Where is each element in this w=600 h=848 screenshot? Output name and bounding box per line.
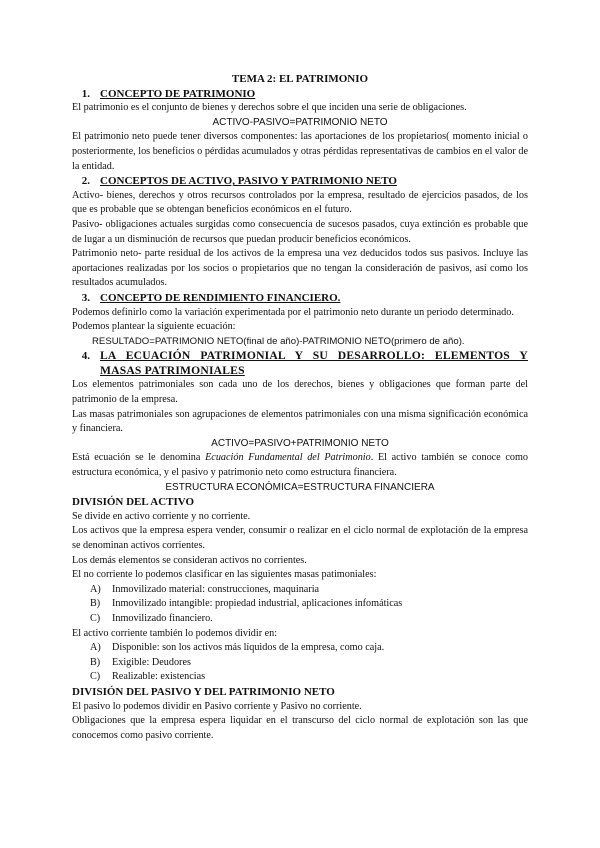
list-item: A) Disponible: son los activos más líquidos de la empresa, como caja. (90, 642, 385, 654)
section-2-number: 2. (81, 175, 90, 188)
s4-paragraph-2: Las masas patrimoniales son agrupaciones de elementos patrimoniales con una misma significación económica y financiera. (72, 408, 528, 435)
s1-formula: ACTIVO-PASIVO=PATRIMONIO NETO (212, 116, 388, 128)
list-item: A) Inmovilizado material: construcciones, maquinaria (90, 583, 320, 595)
s4-p3-emphasis: Ecuación Fundamental del Patrimonio (205, 452, 371, 464)
section-2-title: CONCEPTOS DE ACTIVO, PASIVO Y PATRIMONIO NETO (100, 175, 397, 188)
section-4-title-line-2: MASAS PATRIMONIALES (100, 363, 245, 377)
section-1-title: CONCEPTO DE PATRIMONIO (100, 87, 256, 100)
section-4-heading (72, 349, 528, 378)
activo-heading: DIVISIÓN DEL ACTIVO (72, 496, 195, 509)
activo-paragraph-2: Los activos que la empresa espera vender, consumir o realizar en el ciclo normal de explotación de la empresa se denominan activos corrientes. (72, 525, 528, 551)
section-3-number: 3. (81, 291, 90, 304)
section-4-title-line-1: LA ECUACIÓN PATRIMONIAL Y SU DESARROLLO: ELEMENTOS Y (100, 349, 528, 363)
section-4-number: 4. (81, 350, 90, 363)
corriente-list (72, 641, 528, 685)
activo-paragraph-4: El no corriente lo podemos clasificar en las siguientes masas patimoniales: (72, 569, 377, 581)
pasivo-heading: DIVISIÓN DEL PASIVO Y DEL PATRIMONIO NETO (72, 685, 335, 698)
s3-paragraph-1: Podemos definirlo como la variación experimentada por el patrimonio neto durante un periodo determinado. (72, 306, 514, 318)
list-item: C) Realizable: existencias (90, 671, 206, 683)
pasivo-paragraph-2: Obligaciones que la empresa espera liquidar en el transcurso del ciclo normal de explotación son las que conocemos como pasivo corriente. (72, 715, 528, 741)
s4-formula-1: ACTIVO=PASIVO+PATRIMONIO NETO (211, 437, 389, 449)
section-3-title: CONCEPTO DE RENDIMIENTO FINANCIERO. (100, 291, 341, 304)
pasivo-paragraph-1: El pasivo lo podemos dividir en Pasivo corriente y Pasivo no corriente. (72, 700, 362, 712)
s3-formula: RESULTADO=PATRIMONIO NETO(final de año)-PATRIMONIO NETO(primero de año). (92, 335, 465, 347)
section-1-number: 1. (81, 87, 90, 100)
s1-paragraph-1: El patrimonio es el conjunto de bienes y derechos sobre el que inciden una serie de obligaciones. (72, 102, 467, 114)
s4-p3-end: . El activo también se conoce como estructura económica, y el pasivo y patrimonio neto como estructura financiera. (72, 452, 528, 479)
s3-paragraph-2: Podemos plantear la siguiente ecuación: (72, 321, 236, 333)
s2-paragraph-activo: Activo- bienes, derechos y otros recursos controlados por la empresa, resultado de ejercicios pasados, de los que es probable que se obtengan beneficios económicos en el futuro. (72, 189, 528, 216)
list-item: B) Exigible: Deudores (90, 656, 191, 668)
list-item: C) Inmovilizado financiero. (90, 612, 213, 624)
no-corriente-list (72, 583, 528, 627)
s4-paragraph-1: Los elementos patrimoniales son cada uno de los derechos, bienes y obligaciones que forman parte del patrimonio de la empresa. (72, 379, 528, 406)
list-item: B) Inmovilizado intangible: propiedad industrial, aplicaciones infomáticas (90, 598, 403, 610)
activo-paragraph-1: Se divide en activo corriente y no corriente. (72, 510, 251, 522)
page-title: TEMA 2: EL PATRIMONIO (231, 73, 369, 85)
section-1-heading (72, 87, 528, 102)
s1-paragraph-2: El patrimonio neto puede tener diversos componentes: las aportaciones de los propietarios( momento inicial o posteriormente, los beneficios o pérdidas acumulados y otras pérdidas representativas de cambios en el valor de la entidad. (72, 131, 528, 172)
s4-p3-start: Está ecuación se le denomina (72, 452, 206, 464)
s2-paragraph-patrimonio: Patrimonio neto- parte residual de los activos de la empresa una vez deducidos todos sus pasivos. Incluye las aportaciones realizadas por los socios o propietarios que no tengan la consideración de pasivos, así como los resultados acumulados. (72, 248, 528, 289)
activo-paragraph-3: Los demás elementos se consideran activos no corrientes. (72, 554, 307, 566)
s2-paragraph-pasivo: Pasivo- obligaciones actuales surgidas como consecuencia de sucesos pasados, cuya extinción es probable que de lugar a un disminución de recursos que puedan producir beneficios económicos. (72, 218, 528, 245)
activo-paragraph-5: El activo corriente también lo podemos dividir en: (72, 627, 278, 639)
section-2-heading (72, 174, 528, 189)
s4-formula-2: ESTRUCTURA ECONÓMICA=ESTRUCTURA FINANCIERA (165, 481, 435, 493)
s4-paragraph-3 (72, 451, 528, 480)
section-3-heading (72, 291, 528, 306)
